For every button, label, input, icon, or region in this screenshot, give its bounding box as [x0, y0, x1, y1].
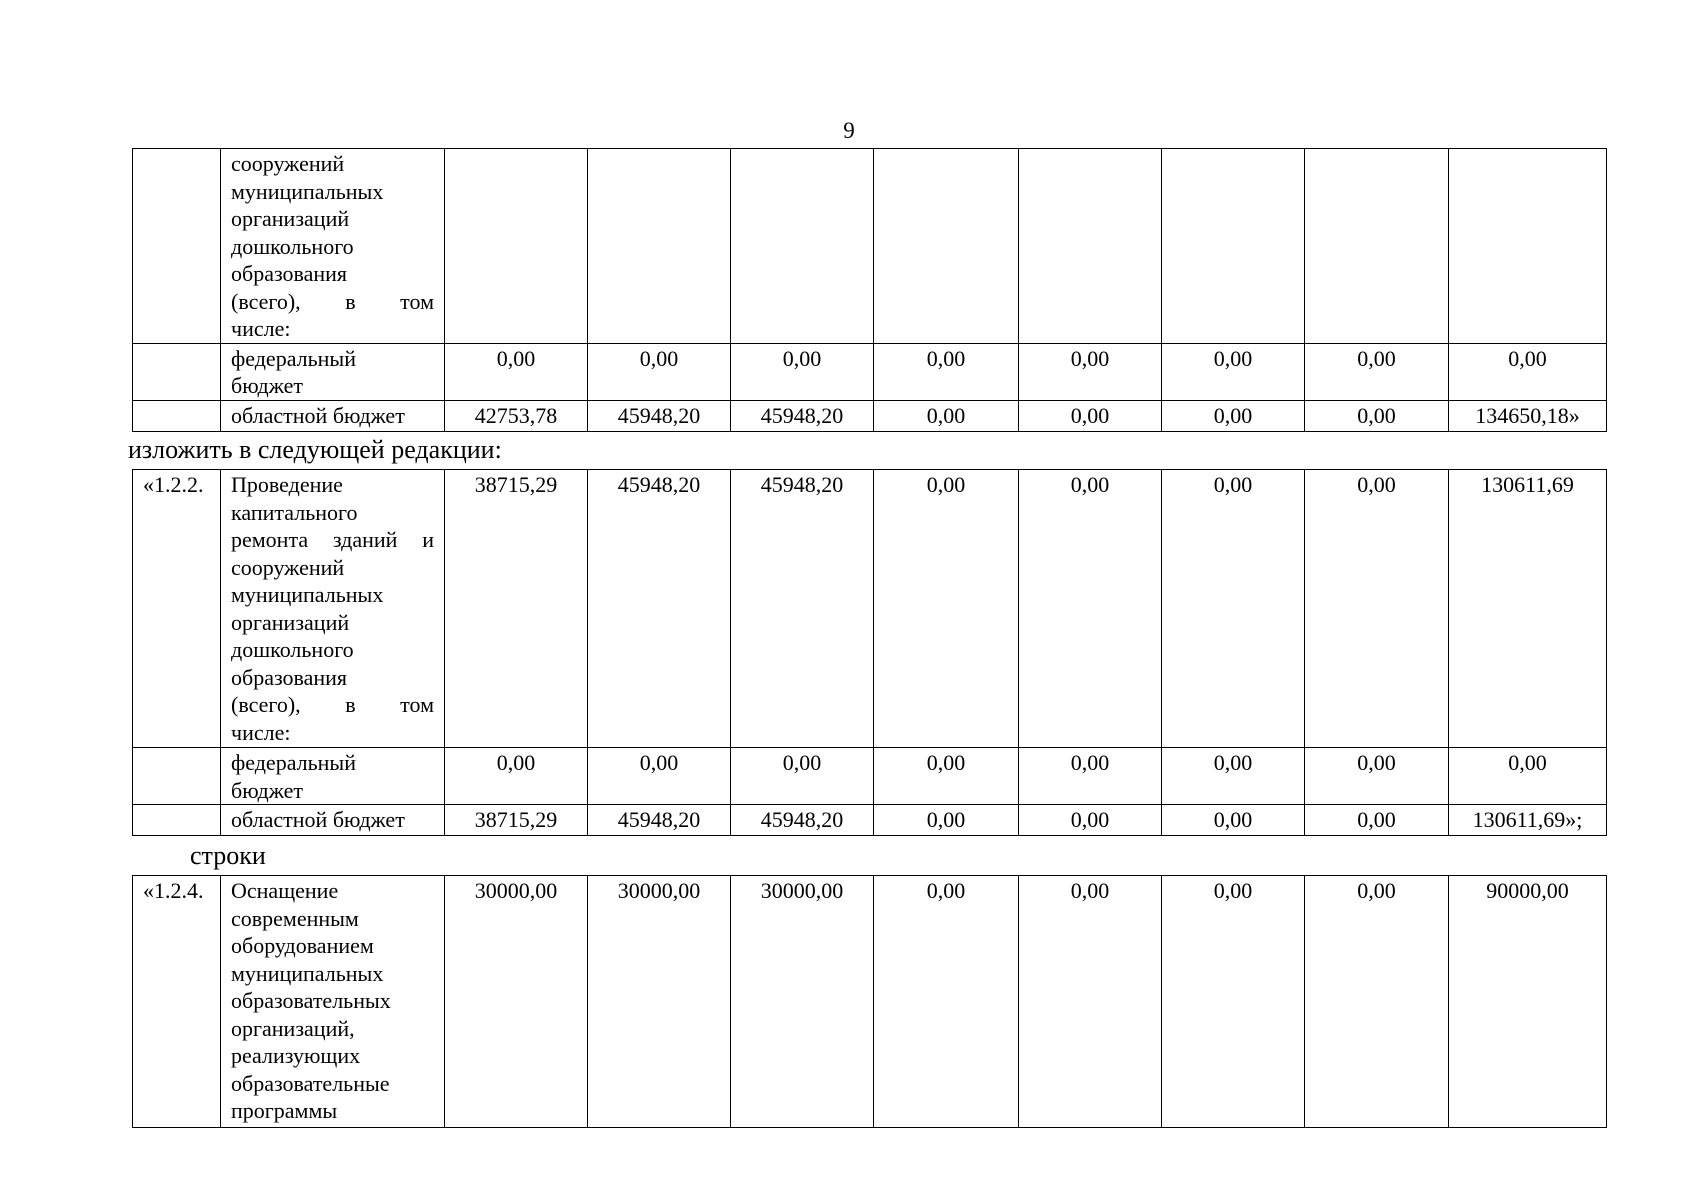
caption-rows: строки: [190, 841, 266, 870]
value-cell: 0,00: [874, 400, 1019, 431]
value-cell: 134650,18»: [1449, 400, 1607, 431]
caption-new-edition: изложить в следующей редакции:: [128, 435, 502, 464]
table-row: [133, 876, 1607, 1128]
value-cell: 90000,00: [1449, 876, 1607, 1128]
row-name: областной бюджет: [221, 805, 445, 836]
table-row: [133, 149, 1607, 344]
row-name: федеральный бюджет: [221, 343, 445, 400]
value-cell: [731, 149, 874, 344]
value-cell: 0,00: [874, 876, 1019, 1128]
value-cell: 0,00: [731, 748, 874, 805]
row-code: «1.2.4.: [133, 876, 221, 1128]
page-number: 9: [843, 118, 855, 143]
value-cell: 45948,20: [588, 400, 731, 431]
value-cell: 0,00: [1305, 400, 1449, 431]
row-code: [133, 149, 221, 344]
value-cell: 0,00: [1449, 343, 1607, 400]
table-row: [133, 748, 1607, 805]
value-cell: 45948,20: [588, 805, 731, 836]
row-name: сооружений муниципальных организаций дошкольного образования (всего), в том числе:: [221, 149, 445, 344]
value-cell: 38715,29: [445, 805, 588, 836]
value-cell: 0,00: [588, 748, 731, 805]
value-cell: 0,00: [731, 343, 874, 400]
value-cell: 0,00: [1305, 470, 1449, 748]
value-cell: 0,00: [1019, 343, 1162, 400]
value-cell: 0,00: [874, 343, 1019, 400]
value-cell: 0,00: [1305, 805, 1449, 836]
value-cell: 0,00: [874, 805, 1019, 836]
value-cell: 38715,29: [445, 470, 588, 748]
row-code: [133, 400, 221, 431]
value-cell: [1449, 149, 1607, 344]
value-cell: 0,00: [1162, 400, 1305, 431]
value-cell: 0,00: [1449, 748, 1607, 805]
value-cell: 0,00: [588, 343, 731, 400]
value-cell: 45948,20: [588, 470, 731, 748]
value-cell: 0,00: [1019, 876, 1162, 1128]
row-name: Оснащение современным оборудованием муниципальных образовательных организаций, реализующих образовательные программы: [221, 876, 445, 1128]
value-cell: 0,00: [445, 748, 588, 805]
value-cell: 42753,78: [445, 400, 588, 431]
value-cell: 0,00: [1305, 748, 1449, 805]
table-row: [133, 343, 1607, 400]
row-name: областной бюджет: [221, 400, 445, 431]
value-cell: 30000,00: [588, 876, 731, 1128]
value-cell: 45948,20: [731, 805, 874, 836]
budget-table-3: [132, 875, 1607, 1128]
value-cell: 0,00: [1019, 400, 1162, 431]
value-cell: 0,00: [874, 748, 1019, 805]
value-cell: 0,00: [1305, 343, 1449, 400]
row-name: федеральный бюджет: [221, 748, 445, 805]
value-cell: 0,00: [1019, 470, 1162, 748]
value-cell: 0,00: [1162, 748, 1305, 805]
table-row: [133, 470, 1607, 748]
value-cell: 0,00: [1019, 805, 1162, 836]
value-cell: 0,00: [874, 470, 1019, 748]
value-cell: 0,00: [1305, 876, 1449, 1128]
table-row: [133, 805, 1607, 836]
row-code: [133, 748, 221, 805]
value-cell: [1019, 149, 1162, 344]
value-cell: 0,00: [445, 343, 588, 400]
value-cell: 0,00: [1162, 470, 1305, 748]
value-cell: 0,00: [1162, 343, 1305, 400]
value-cell: [445, 149, 588, 344]
value-cell: 45948,20: [731, 470, 874, 748]
row-name: Проведение капитального ремонта зданий и сооружений муниципальных организаций дошкольного образования (всего), в том числе:: [221, 470, 445, 748]
value-cell: [588, 149, 731, 344]
table-row: [133, 400, 1607, 431]
value-cell: 130611,69: [1449, 470, 1607, 748]
value-cell: 0,00: [1162, 805, 1305, 836]
value-cell: [1305, 149, 1449, 344]
value-cell: 30000,00: [445, 876, 588, 1128]
value-cell: 0,00: [1019, 748, 1162, 805]
value-cell: 0,00: [1162, 876, 1305, 1128]
value-cell: [1162, 149, 1305, 344]
row-code: «1.2.2.: [133, 470, 221, 748]
value-cell: 30000,00: [731, 876, 874, 1128]
budget-table-2: [132, 469, 1607, 836]
row-code: [133, 805, 221, 836]
budget-table-1: [132, 148, 1607, 432]
value-cell: 130611,69»;: [1449, 805, 1607, 836]
value-cell: [874, 149, 1019, 344]
row-code: [133, 343, 221, 400]
value-cell: 45948,20: [731, 400, 874, 431]
